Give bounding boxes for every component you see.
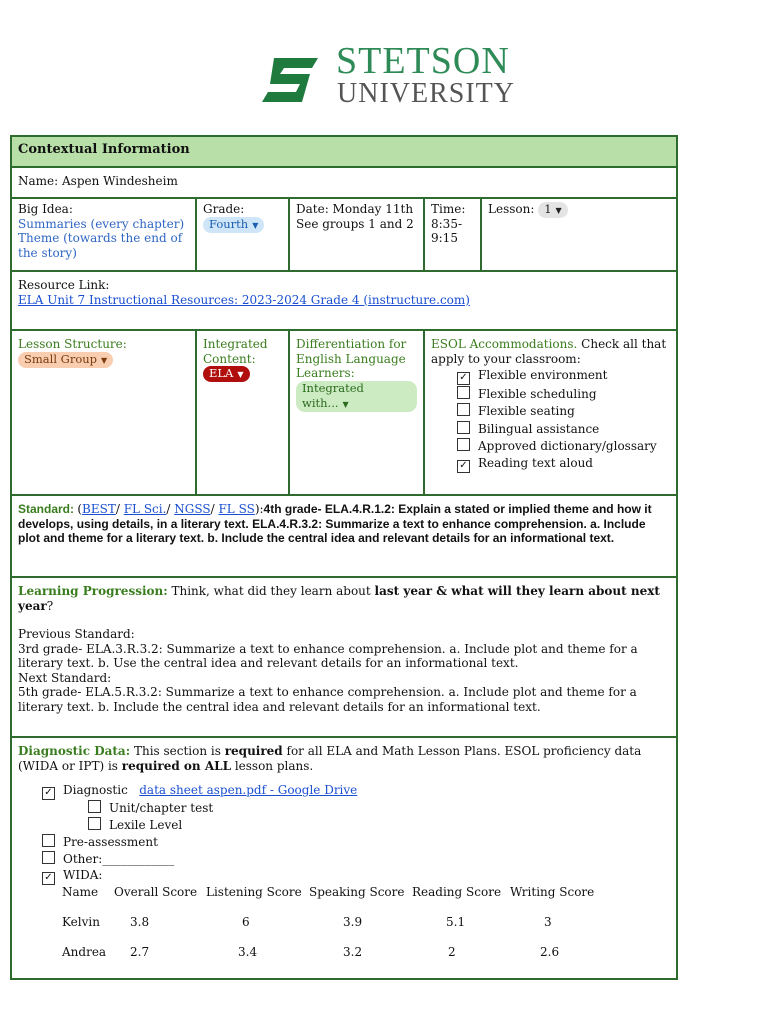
progression-label: Learning Progression: (18, 584, 168, 598)
lexile-item[interactable]: Lexile Level (88, 817, 670, 834)
section-header: Contextual Information (11, 136, 677, 167)
lesson-dropdown[interactable] (538, 202, 567, 218)
grade-label: Grade: (203, 202, 245, 216)
table-row: Andrea 2.7 3.4 3.2 2 2.6 (62, 945, 560, 959)
big-idea-line2: Theme (towards the end of the story) (18, 231, 183, 260)
wida-table (62, 885, 600, 975)
logo-subtitle: UNIVERSITY (337, 78, 515, 109)
esol-label: ESOL Accommodations. (431, 337, 578, 351)
standard-cell (11, 495, 677, 577)
lesson-cell (481, 198, 677, 271)
other-item[interactable]: Other:____________ (42, 851, 670, 868)
chevron-down-icon: ▼ (342, 399, 349, 409)
esol-instruction: Check all that apply to your classroom: (431, 337, 667, 366)
differentiation-value: Integrated with... (302, 380, 364, 410)
name-cell: Name: Aspen Windesheim (11, 167, 677, 198)
esol-item[interactable]: Flexible scheduling (457, 386, 670, 404)
stetson-s-icon (262, 54, 320, 106)
standard-label: Standard: (18, 502, 75, 516)
resource-cell (11, 271, 677, 330)
structure-dropdown[interactable] (18, 352, 113, 368)
pre-assessment-item[interactable]: Pre-assessment (42, 834, 670, 851)
checkbox[interactable] (42, 834, 55, 847)
chevron-down-icon: ▼ (555, 206, 562, 215)
best-link[interactable]: BEST (82, 502, 116, 516)
time-label: Time: (431, 202, 466, 216)
diagnostic-label: Diagnostic Data: (18, 744, 131, 758)
grade-cell (196, 198, 289, 271)
lesson-label: Lesson: (488, 202, 535, 216)
next-standard-label: Next Standard: (18, 670, 112, 685)
checkbox[interactable] (42, 872, 55, 885)
data-sheet-link[interactable]: data sheet aspen.pdf - Google Drive (139, 783, 358, 797)
checkbox[interactable] (457, 386, 470, 399)
standard-links: (BEST/ FL Sci./ NGSS/ FL SS): (77, 502, 264, 516)
esol-item[interactable]: ✓Reading text aloud (457, 456, 670, 474)
checkbox[interactable] (88, 817, 101, 830)
resource-label: Resource Link: (18, 278, 110, 292)
big-idea-label: Big Idea: (18, 202, 73, 216)
lesson-value: 1 (544, 202, 552, 216)
esol-item[interactable]: ✓Flexible environment (457, 368, 670, 386)
chevron-down-icon: ▼ (237, 370, 244, 379)
structure-label: Lesson Structure: (18, 337, 127, 351)
chevron-down-icon: ▼ (101, 355, 108, 365)
chevron-down-icon: ▼ (252, 220, 259, 230)
prev-standard-label: Previous Standard: (18, 627, 135, 641)
esol-item[interactable]: Flexible seating (457, 403, 670, 421)
checkbox[interactable] (457, 421, 470, 434)
structure-value: Small Group (24, 351, 98, 366)
esol-checklist (457, 368, 670, 473)
logo-wordmark: STETSON (336, 40, 510, 82)
date-cell (289, 198, 424, 271)
integrated-value: ELA (209, 366, 234, 380)
diagnostic-item[interactable]: ✓Diagnostic data sheet aspen.pdf - Google Drive (42, 783, 670, 800)
prev-standard-text: 3rd grade- ELA.3.R.3.2: Summarize a text to enhance comprehension. a. Include plot and theme for a literary text. b. Use the central idea and relevant details for an informational text. (18, 641, 638, 670)
fl-ss-link[interactable]: FL SS (218, 502, 255, 516)
differentiation-cell (289, 330, 424, 495)
checkbox[interactable] (457, 372, 470, 385)
date-line1: Date: Monday 11th (296, 202, 414, 216)
wida-header-row: Name Overall Score Listening Score Speaking Score Reading Score Writing Score (62, 885, 595, 899)
time-line2: 9:15 (431, 231, 458, 245)
time-cell (424, 198, 481, 271)
checkbox[interactable] (88, 800, 101, 813)
wida-item[interactable]: ✓WIDA: (42, 868, 670, 885)
checkbox[interactable] (457, 460, 470, 473)
unit-test-item[interactable]: Unit/chapter test (88, 800, 670, 817)
diagnostic-checklist (42, 783, 670, 885)
checkbox[interactable] (457, 438, 470, 451)
grade-value: Fourth (209, 216, 249, 231)
grade-dropdown[interactable] (203, 217, 264, 233)
fl-sci-link[interactable]: FL Sci. (123, 502, 167, 516)
esol-item[interactable]: Approved dictionary/glossary (457, 438, 670, 456)
progression-cell: Learning Progression: Think, what did they learn about last year & what will they learn about next year? Previous Standard: 3rd grade- ELA.3.R.3.2: Summarize a text to enhance comprehension. a. Include plot and theme for a literary text. b. Use the central idea and relevant details for an informational text. Next Standard: 5th grade- ELA.5.R.3.2: Summarize a text to enhance comprehension. a. Include plot and theme for a literary text. b. Include the central idea and relevant details for an informational text. (11, 577, 677, 737)
stetson-logo (262, 40, 522, 116)
esol-cell (424, 330, 677, 495)
integrated-cell (196, 330, 289, 495)
integrated-label: Integrated Content: (203, 337, 268, 366)
differentiation-label: Differentiation for English Language Learners: (296, 337, 407, 380)
esol-item[interactable]: Bilingual assistance (457, 421, 670, 439)
resource-link[interactable]: ELA Unit 7 Instructional Resources: 2023-2024 Grade 4 (instructure.com) (18, 292, 470, 307)
structure-cell (11, 330, 196, 495)
next-standard-text: 5th grade- ELA.5.R.3.2: Summarize a text to enhance comprehension. a. Include plot and theme for a literary text. b. Include the central idea and relevant details for an informational text. (18, 685, 637, 714)
checkbox[interactable] (42, 787, 55, 800)
ngss-link[interactable]: NGSS (174, 502, 211, 516)
integrated-dropdown[interactable] (203, 366, 250, 382)
date-line2: See groups 1 and 2 (296, 216, 414, 231)
big-idea-cell (11, 198, 196, 271)
table-row: Kelvin 3.8 6 3.9 5.1 3 (62, 915, 552, 929)
standard-text: 4th grade- ELA.4.R.1.2: Explain a stated or implied theme and how it develops, using details, in a literary text. ELA.4.R.3.2: Summarize a text to enhance comprehension. a. Include plot and theme for a literary text. b. Include the central idea and relevant details for an informational text. (18, 502, 652, 545)
diagnostic-cell: Diagnostic Data: This section is required for all ELA and Math Lesson Plans. ESOL proficiency data (WIDA or IPT) is required on ALL lesson plans. ✓Diagnostic data sheet aspen.pdf - Google Drive Unit/chapter test Lexile Level Pre-assessment Other:____________ ✓WIDA: Name Overall Score Listening Score Speaking Score Reading Score Writing Score Kelvin 3.8 6 3.9 5.1 3 Andrea 2.7 3.4 3.2 2 2.6 (11, 737, 677, 979)
lesson-plan-table (10, 135, 678, 980)
checkbox[interactable] (42, 851, 55, 864)
differentiation-dropdown[interactable] (296, 381, 417, 412)
big-idea-line1: Summaries (every chapter) (18, 216, 185, 231)
time-line1: 8:35- (431, 216, 463, 231)
checkbox[interactable] (457, 403, 470, 416)
